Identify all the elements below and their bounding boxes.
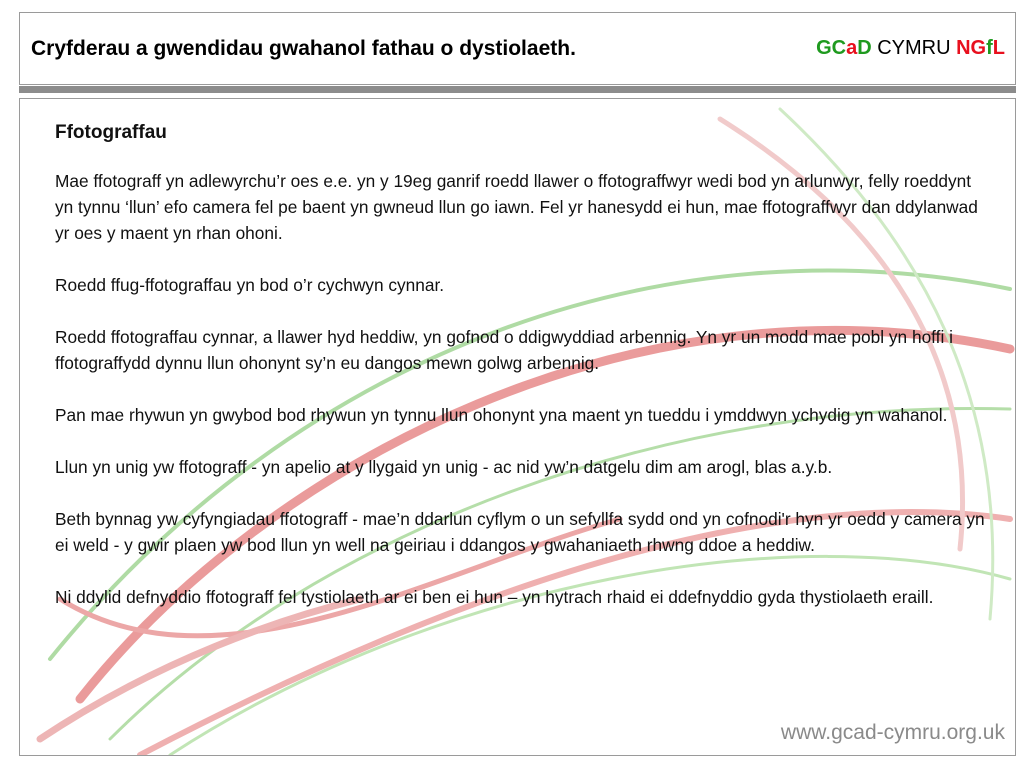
logo-d: D xyxy=(857,37,872,59)
logo-ng: NG xyxy=(956,37,987,59)
section-heading: Ffotograffau xyxy=(55,122,167,143)
paragraph-2: Roedd ffug-ffotograffau yn bod o’r cychwyn cynnar. xyxy=(55,275,445,295)
logo-l: L xyxy=(992,37,1005,59)
content-box xyxy=(19,98,1016,756)
logo-cymru: CYMRU xyxy=(871,37,957,59)
paragraph-5: Llun yn unig yw ffotograff - yn apelio at y llygaid yn unig - ac nid yw’n datgelu dim am arogl, blas a.y.b. xyxy=(55,457,833,477)
logo-f: f xyxy=(986,37,993,59)
logo-gc: GC xyxy=(816,37,847,59)
text-area xyxy=(55,120,985,636)
logo-a: a xyxy=(846,37,858,59)
paragraph-6: Beth bynnag yw cyfyngiadau ffotograff - mae’n ddarlun cyflym o un sefyllfa sydd ond yn cofnodi'r hyn yr oedd y camera yn ei weld - y gwir plaen yw bod llun yn well na geiriau i ddangos y gwahaniaeth rhwng ddoe a heddiw. xyxy=(55,509,985,555)
paragraph-3: Roedd ffotograffau cynnar, a llawer hyd heddiw, yn gofnod o ddigwyddiad arbennig. Yn yr un modd mae pobl yn hoffi i ffotograffydd dynnu llun ohonynt sy’n eu dangos mewn golwg arbennig. xyxy=(55,327,953,373)
header-box xyxy=(19,12,1016,85)
page-title: Cryfderau a gwendidau gwahanol fathau o dystiolaeth. xyxy=(31,37,576,60)
paragraph-1: Mae ffotograff yn adlewyrchu’r oes e.e. yn y 19eg ganrif roedd llawer o ffotograffwyr wedi bod yn arlunwyr, felly roeddynt yn tynnu ‘llun’ efo camera fel pe baent yn gwneud llun go iawn. Fel yr hanesydd ei hun, mae ffotograffwyr dan ddylanwad yr oes y maent yn rhan ohoni. xyxy=(55,171,978,243)
header-divider-bar xyxy=(19,86,1016,93)
gcad-logo xyxy=(816,37,1005,60)
footer-url: www.gcad-cymru.org.uk xyxy=(780,721,1005,744)
paragraph-4: Pan mae rhywun yn gwybod bod rhywun yn tynnu llun ohonynt yna maent yn tueddu i ymddwyn ychydig yn wahanol. xyxy=(55,405,948,425)
paragraph-7: Ni ddylid defnyddio ffotograff fel tystiolaeth ar ei ben ei hun – yn hytrach rhaid ei ddefnyddio gyda thystiolaeth eraill. xyxy=(55,587,934,607)
